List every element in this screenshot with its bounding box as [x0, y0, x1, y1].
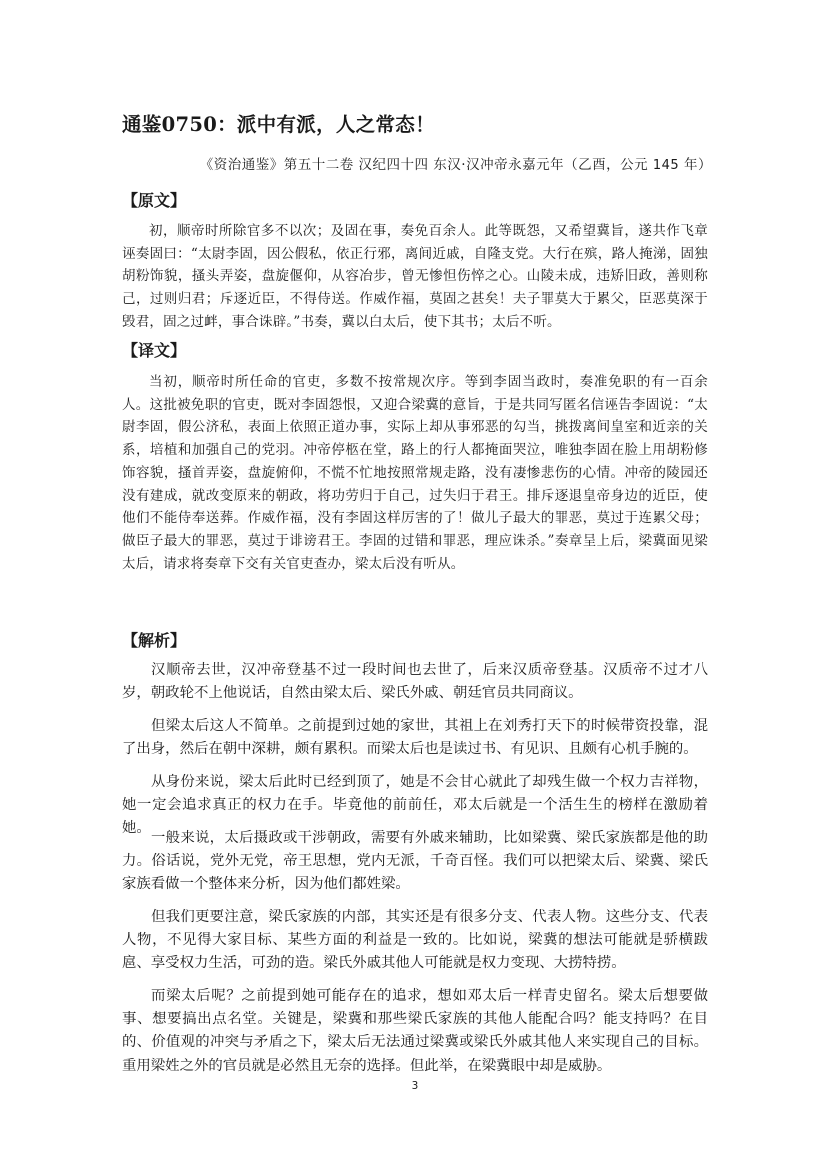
source-suffix: 年） [684, 157, 712, 173]
document-page [122, 0, 712, 1170]
source-citation [200, 155, 712, 176]
translation-text: 当初，顺帝时所任命的官吏，多数不按常规次序。等到李固当政时，奏准免职的有一百余人。这批被免职的官吏，既对李固怨恨，又迎合梁冀的意旨，于是共同写匿名信诬告李固说：“太尉李固，假公济私，表面上依照正道办事，实际上却从事邪恶的勾当，挑拨离间皇室和近亲的关系，培植和加强自己的党羽。冲帝停柩在堂，路上的行人都掩面哭泣，唯独李固在脸上用胡粉修饰容貌，搔首弄姿，盘旋俯仰，不慌不忙地按照常规走路，没有凄惨悲伤的心情。冲帝的陵园还没有建成，就改变原来的朝政，将功劳归于自己，过失归于君王。排斥逐退皇帝身边的近臣，使他们不能侍奉送葬。作威作福，没有李固这样厉害的了！做儿子最大的罪恶，莫过于连累父母；做臣子最大的罪恶，莫过于诽谤君王。李固的过错和罪恶，理应诛杀。”奏章呈上后，梁冀面见梁太后，请求将奏章下交有关官吏查办，梁太后没有听从。 [122, 374, 708, 572]
analysis-heading: 【解析】 [122, 631, 187, 650]
analysis-paragraph: 但梁太后这人不简单。之前提到过她的家世，其祖上在刘秀打天下的时候带资投靠，混了出身，然后在朝中深耕，颇有累积。而梁太后也是读过书、有见识、且颇有心机手腕的。 [122, 718, 708, 758]
analysis-paragraph: 一般来说，太后摄政或干涉朝政，需要有外戚来辅助，比如梁冀、梁氏家族都是他的助力。俗话说，党外无党，帝王思想，党内无派，千奇百怪。我们可以把梁太后、梁冀、梁氏家族看做一个整体来分析，因为他们都姓梁。 [122, 830, 708, 893]
original-text: 初，顺帝时所除官多不以次；及固在事，奏免百余人。此等既怨，又希望冀旨，遂共作飞章诬奏固曰：“太尉李固，因公假私，依正行邪，离间近戚，自隆支党。大行在殡，路人掩涕，固独胡粉饰貌，搔头弄姿，盘旋偃仰，从容冶步，曾无惨怛伤悴之心。山陵未成，违矫旧政，善则称己，过则归君；斥逐近臣，不得侍送。作威作福，莫固之甚矣！夫子罪莫大于累父，臣恶莫深于毁君，固之过衅，事合诛辟。”书奏，冀以白太后，使下其书；太后不听。 [122, 223, 708, 330]
analysis-paragraph: 但我们更要注意，梁氏家族的内部，其实还是有很多分支、代表人物。这些分支、代表人物，不见得大家目标、某些方面的利益是一致的。比如说，梁冀的想法可能就是骄横跋扈、享受权力生活，可劲的造。梁氏外戚其他人可能就是权力变现、大捞特捞。 [122, 909, 708, 972]
source-prefix: 《资治通鉴》第五十二卷 汉纪四十四 东汉·汉冲帝永嘉元年（乙酉，公元 [199, 157, 649, 173]
translation-heading: 【译文】 [122, 341, 187, 360]
analysis-paragraph: 而梁太后呢？之前提到她可能存在的追求，想如邓太后一样青史留名。梁太后想要做事、想要搞出点名堂。关键是，梁冀和那些梁氏家族的其他人能配合吗？能支持吗？在目的、价值观的冲突与矛盾之下，梁太后无法通过梁冀或梁氏外戚其他人来实现自己的目标。重用梁姓之外的官员就是必然且无奈的选择。但此举，在梁冀眼中却是威胁。 [122, 988, 708, 1074]
page-number: 3 [411, 1080, 419, 1092]
analysis-paragraph: 汉顺帝去世，汉冲帝登基不过一段时间也去世了，后来汉质帝登基。汉质帝不过才八岁，朝政轮不上他说话，自然由梁太后、梁氏外戚、朝廷官员共同商议。 [122, 662, 708, 702]
analysis-paragraph: 从身份来说，梁太后此时已经到顶了，她是不会甘心就此了却残生做一个权力吉祥物，她一定会追求真正的权力在手。毕竟他的前前任，邓太后就是一个活生生的榜样在激励着她。 [122, 774, 708, 837]
source-year: 145 [652, 158, 680, 173]
article-title: 通鉴0750：派中有派，人之常态！ [122, 113, 435, 136]
original-heading: 【原文】 [122, 191, 187, 210]
